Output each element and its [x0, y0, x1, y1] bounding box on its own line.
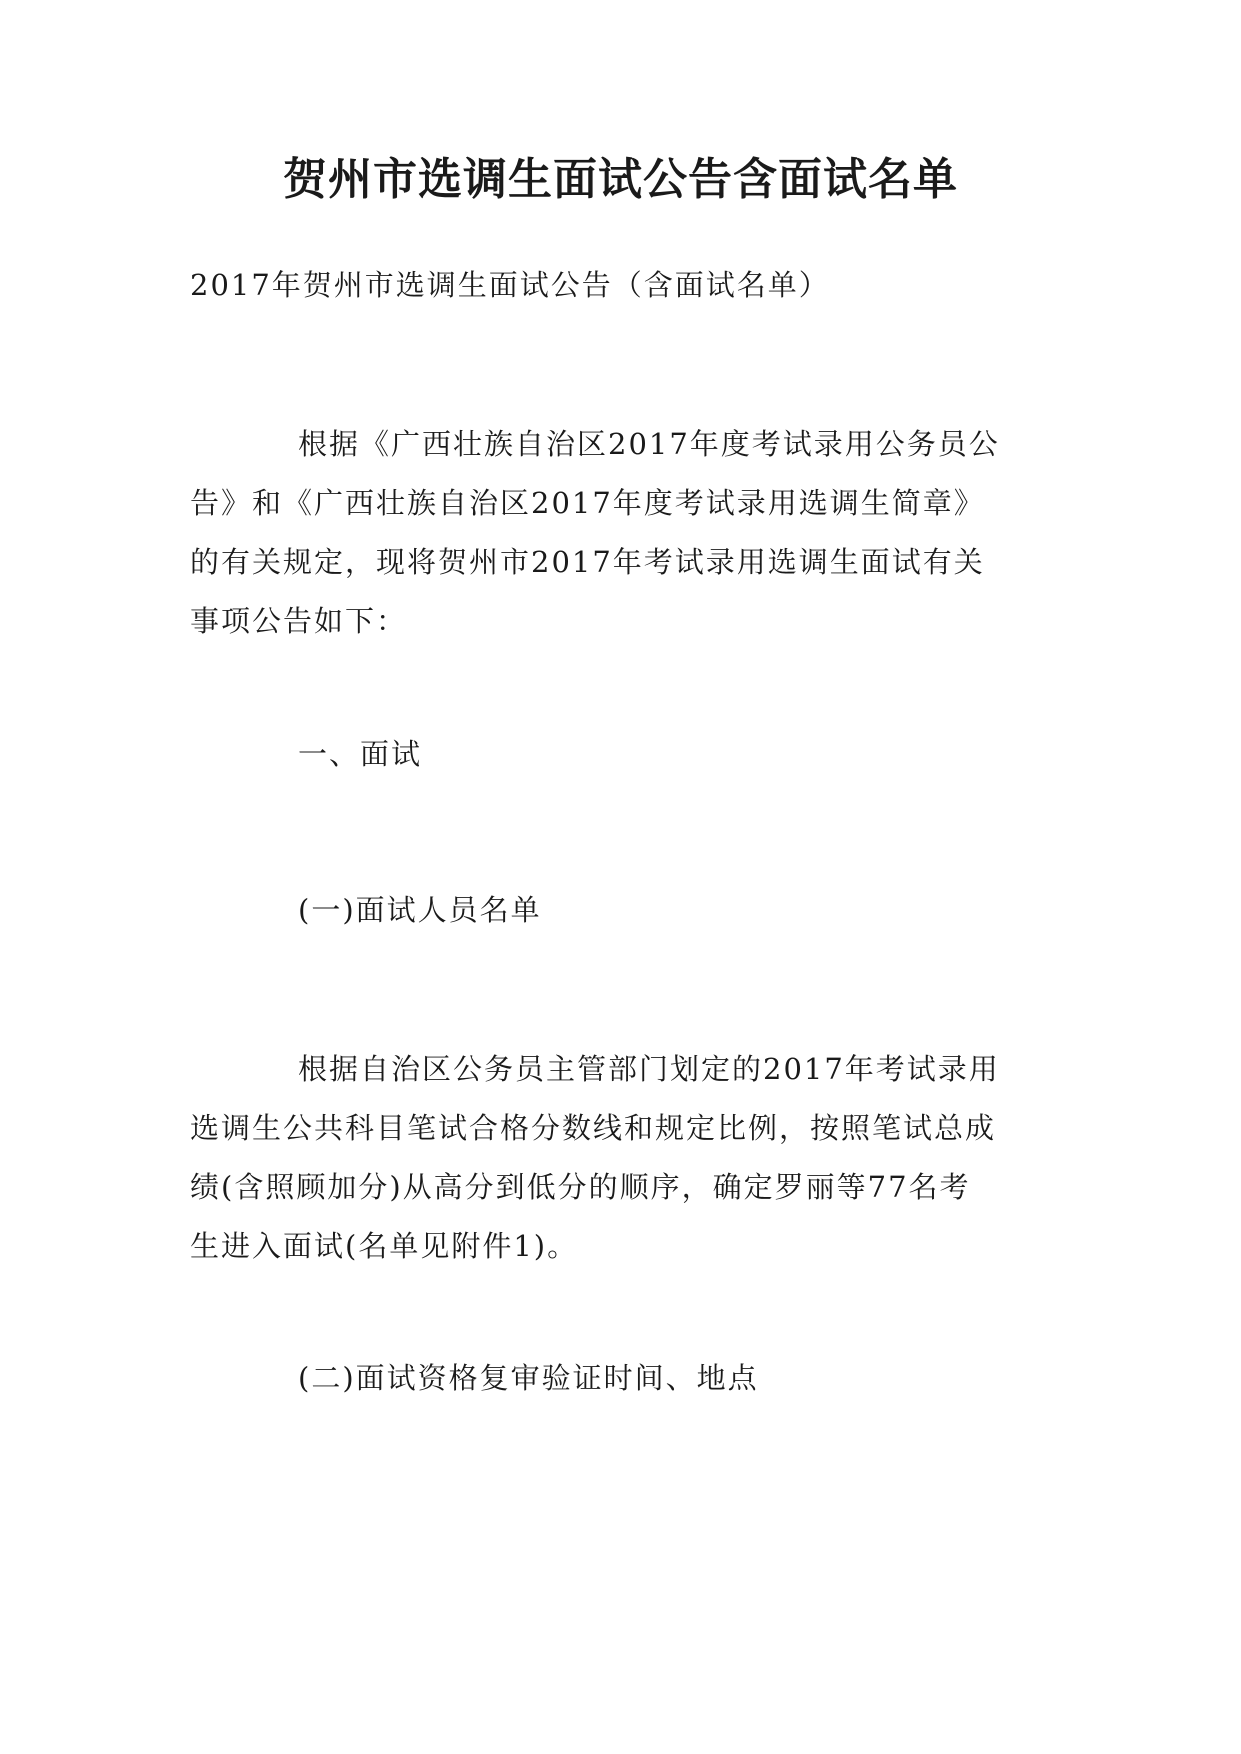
intro-line: 事项公告如下：: [190, 604, 408, 638]
intro-line: 根据《广西壮族自治区2017年度考试录用公务员公: [298, 427, 1000, 461]
intro-paragraph: [190, 415, 1060, 651]
subsection-heading-review: (二)面试资格复审验证时间、地点: [298, 1361, 759, 1395]
candidates-paragraph: [190, 1040, 1060, 1276]
intro-line: 的有关规定，现将贺州市2017年考试录用选调生面试有关: [190, 545, 985, 579]
candidates-line: 根据自治区公务员主管部门划定的2017年考试录用: [298, 1052, 1000, 1086]
section-heading-interview: 一、面试: [298, 737, 423, 771]
subsection-heading-candidates: (一)面试人员名单: [298, 893, 542, 927]
candidates-line: 生进入面试(名单见附件1)。: [190, 1229, 579, 1263]
document-title: 贺州市选调生面试公告含面试名单: [283, 154, 958, 205]
candidates-line: 选调生公共科目笔试合格分数线和规定比例，按照笔试总成: [190, 1111, 997, 1145]
intro-line: 告》和《广西壮族自治区2017年度考试录用选调生简章》: [190, 486, 985, 520]
document-subtitle: 2017年贺州市选调生面试公告（含面试名单）: [190, 268, 830, 302]
candidates-line: 绩(含照顾加分)从高分到低分的顺序，确定罗丽等77名考: [190, 1170, 971, 1204]
